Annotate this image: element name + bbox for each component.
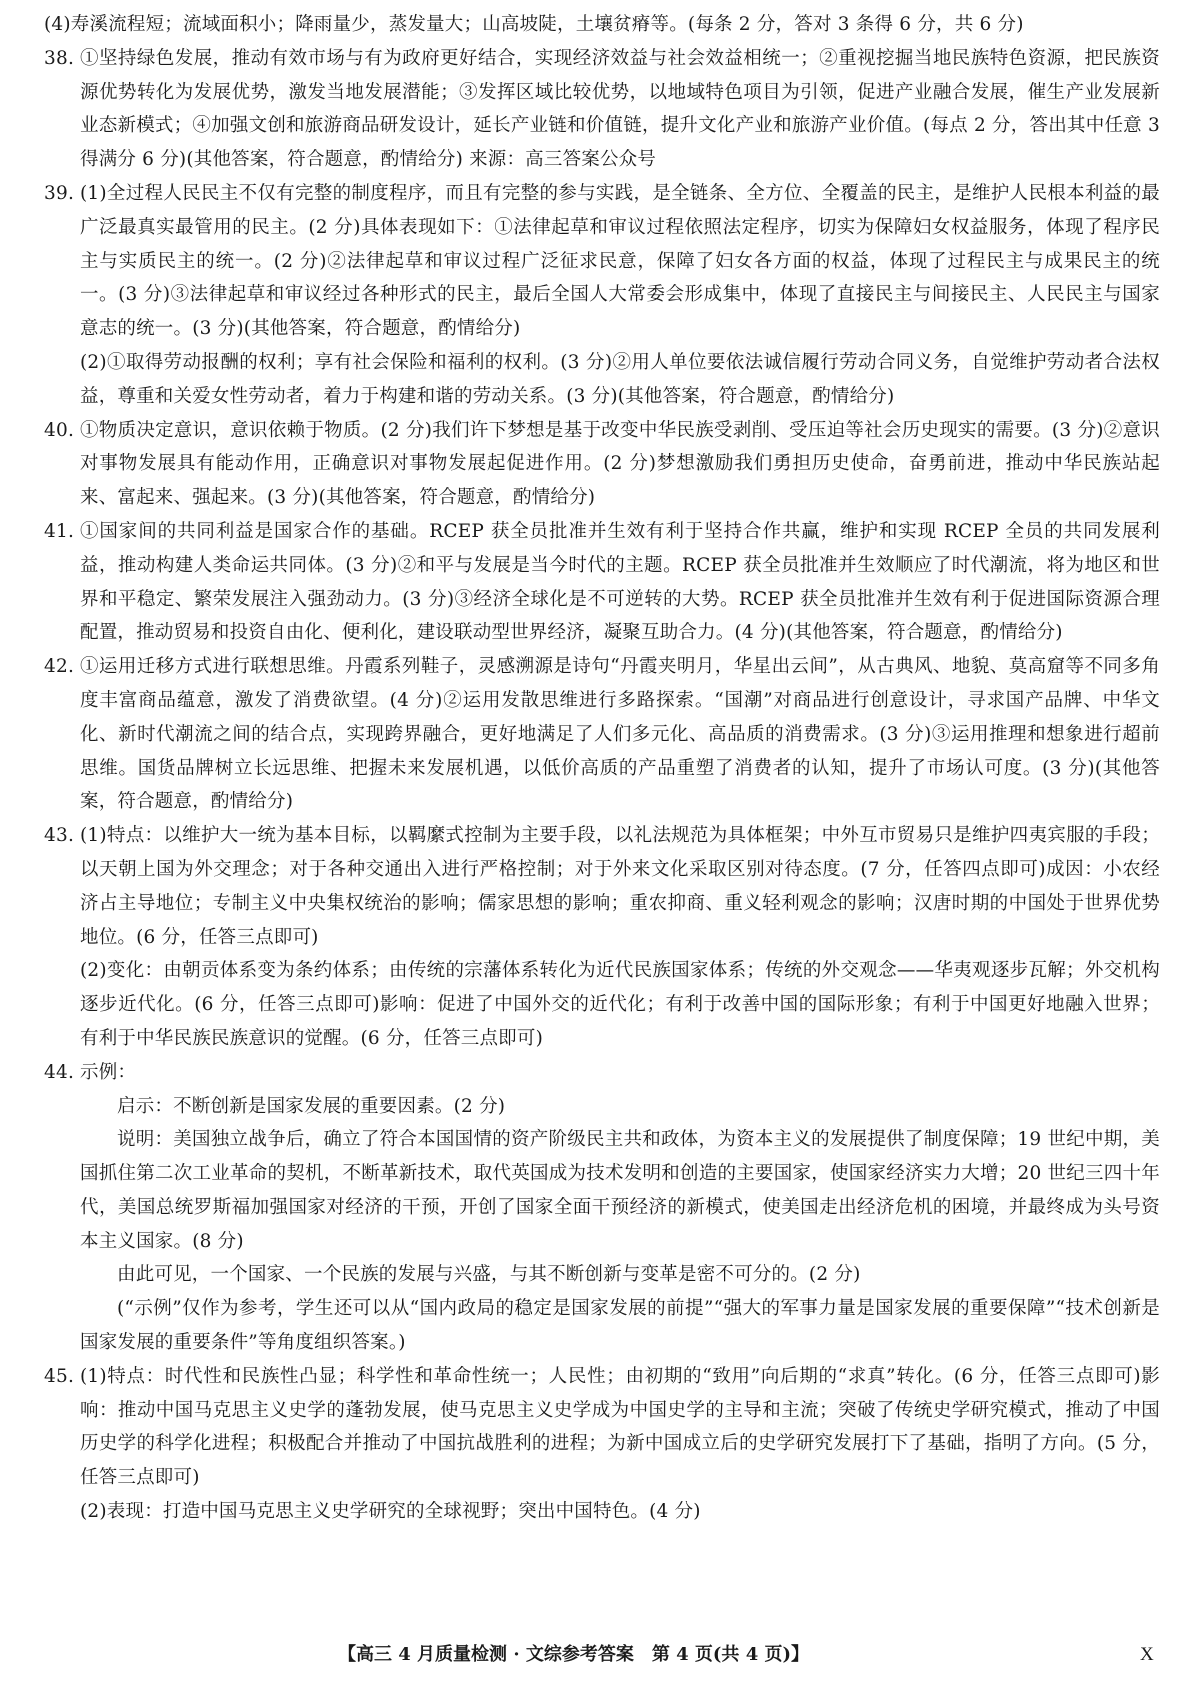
answer-item-38 (44, 42, 1160, 177)
page-footer (0, 1638, 1200, 1672)
answer-paragraph: (2)表现：打造中国马克思主义史学研究的全球视野；突出中国特色。(4 分) (80, 1501, 701, 1523)
answer-paragraph: (1)全过程人民民主不仅有完整的制度程序，而且有完整的参与实践，是全链条、全方位、全覆盖的民主，是维护人民根本利益的最广泛最真实最管用的民主。(2 分)具体表现如下：①法律起草和审议过程依照法定程序，切实为保障妇女权益服务，体现了程序民主与实质民主的统一。(2 分)②法律起草和审议过程广泛征求民意，保障了妇女各方面的权益，体现了过程民主与成果民主的统一。(3 分)③法律起草和审议经过各种形式的民主，最后全国人大常委会形成集中，体现了直接民主与间接民主、人民民主与国家意志的统一。(3 分)(其他答案，符合题意，酌情给分) (80, 182, 1160, 340)
question-number: 39. (44, 182, 75, 204)
example-paragraph: 由此可见，一个国家、一个民族的发展与兴盛，与其不断创新与变革是密不可分的。(2 分) (117, 1264, 861, 1286)
answer-paragraph: (1)特点：时代性和民族性凸显；科学性和革命性统一；人民性；由初期的“致用”向后期的“求真”转化。(6 分，任答三点即可)影响：推动中国马克思主义史学的蓬勃发展，使马克思主义史学成为中国史学的主导和主流；突破了传统史学研究模式，推动了中国历史学的科学化进程；积极配合并推动了中国抗战胜利的进程；为新中国成立后的史学研究发展打下了基础，指明了方向。(5 分，任答三点即可) (80, 1365, 1160, 1489)
answer-item-41 (44, 515, 1160, 650)
answer-item-40 (44, 414, 1160, 515)
answer-paragraph: (2)①取得劳动报酬的权利；享有社会保险和福利的权利。(3 分)②用人单位要依法诚信履行劳动合同义务，自觉维护劳动者合法权益，尊重和关爱女性劳动者，着力于构建和谐的劳动关系。(3 分)(其他答案，符合题意，酌情给分) (80, 351, 1160, 407)
answer-item-43 (44, 819, 1160, 1056)
answer-document (44, 8, 1160, 1529)
example-paragraph: 启示：不断创新是国家发展的重要因素。(2 分) (117, 1095, 506, 1117)
example-paragraph: 说明：美国独立战争后，确立了符合本国国情的资产阶级民主共和政体，为资本主义的发展提供了制度保障；19 世纪中期，美国抓住第二次工业革命的契机，不断革新技术，取代英国成为技术发明和创造的主要国家，使国家经济实力大增；20 世纪三四十年代，美国总统罗斯福加强国家对经济的干预，开创了国家全面干预经济的新模式，使美国走出经济危机的困境，并最终成为头号资本主义国家。(8 分) (80, 1129, 1160, 1252)
question-number: 40. (44, 419, 75, 441)
answer-paragraph: 示例： (80, 1061, 137, 1083)
question-number: 41. (44, 520, 75, 542)
answer-paragraph: ①运用迁移方式进行联想思维。丹霞系列鞋子，灵感溯源是诗句“丹霞夹明月，华星出云间”，从古典风、地貌、莫高窟等不同多角度丰富商品蕴意，激发了消费欲望。(4 分)②运用发散思维进行多路探索。“国潮”对商品进行创意设计，寻求国产品牌、中华文化、新时代潮流之间的结合点，实现跨界融合，更好地满足了人们多元化、高品质的消费需求。(3 分)③运用推理和想象进行超前思维。国货品牌树立长远思维、把握未来发展机遇，以低价高质的产品重塑了消费者的认知，提升了市场认可度。(3 分)(其他答案，符合题意，酌情给分) (80, 656, 1160, 813)
question-number: 42. (44, 656, 75, 678)
answer-paragraph: ①坚持绿色发展，推动有效市场与有为政府更好结合，实现经济效益与社会效益相统一；②重视挖掘当地民族特色资源，把民族资源优势转化为发展优势，激发当地发展潜能；③发挥区域比较优势，以地域特色项目为引领，促进产业融合发展，催生产业发展新业态新模式；④加强文创和旅游商品研发设计，延长产业链和价值链，提升文化产业和旅游产业价值。(每点 2 分，答出其中任意 3 得满分 6 分)(其他答案，符合题意，酌情给分) 来源：高三答案公众号 (80, 47, 1160, 171)
answer-paragraph: (2)变化：由朝贡体系变为条约体系；由传统的宗藩体系转化为近代民族国家体系；传统的外交观念——华夷观逐步瓦解；外交机构逐步近代化。(6 分，任答三点即可)影响：促进了中国外交的近代化；有利于改善中国的国际形象；有利于中国更好地融入世界；有利于中华民族民族意识的觉醒。(6 分，任答三点即可) (80, 960, 1160, 1049)
answer-item-45 (44, 1360, 1160, 1529)
question-number: 38. (44, 47, 75, 69)
answer-item-44 (44, 1056, 1160, 1360)
example-paragraph: (“示例”仅作为参考，学生还可以从“国内政局的稳定是国家发展的前提”“强大的军事力量是国家发展的重要保障”“技术创新是国家发展的重要条件”等角度组织答案。) (80, 1298, 1160, 1354)
answer-item-39 (44, 177, 1160, 414)
answer-item-42 (44, 650, 1160, 819)
answer-paragraph: (1)特点：以维护大一统为基本目标，以羁縻式控制为主要手段，以礼法规范为具体框架；中外互市贸易只是维护四夷宾服的手段；以天朝上国为外交理念；对于各种交通出入进行严格控制；对于外来文化采取区别对待态度。(7 分，任答四点即可)成因：小农经济占主导地位；专制主义中央集权统治的影响；儒家思想的影响；重农抑商、重义轻利观念的影响；汉唐时期的中国处于世界优势地位。(6 分，任答三点即可) (80, 825, 1160, 948)
answer-paragraph: (4)寿溪流程短；流域面积小；降雨量少，蒸发量大；山高坡陡，土壤贫瘠等。(每条 2 分，答对 3 条得 6 分，共 6 分) (44, 14, 1024, 35)
answer-paragraph: ①国家间的共同利益是国家合作的基础。RCEP 获全员批准并生效有利于坚持合作共赢，维护和实现 RCEP 全员的共同发展利益，推动构建人类命运共同体。(3 分)②和平与发展是当今时代的主题。RCEP 获全员批准并生效顺应了时代潮流，将为地区和世界和平稳定、繁荣发展注入强劲动力。(3 分)③经济全球化是不可逆转的大势。RCEP 获全员批准并生效有利于促进国际资源合理配置，推动贸易和投资自由化、便利化，建设联动型世界经济，凝聚互助合力。(4 分)(其他答案，符合题意，酌情给分) (80, 520, 1160, 644)
question-number: 43. (44, 825, 75, 847)
answer-item-37-4 (44, 8, 1160, 42)
footer-mark: X (1140, 1644, 1154, 1665)
question-number: 44. (44, 1061, 75, 1083)
answer-paragraph: ①物质决定意识，意识依赖于物质。(2 分)我们许下梦想是基于改变中华民族受剥削、受压迫等社会历史现实的需要。(3 分)②意识对事物发展具有能动作用，正确意识对事物发展起促进作用。(2 分)梦想激励我们勇担历史使命，奋勇前进，推动中华民族站起来、富起来、强起来。(3 分)(其他答案，符合题意，酌情给分) (80, 419, 1160, 509)
footer-title: 【高三 4 月质量检测 · 文综参考答案 第 4 页(共 4 页)】 (338, 1644, 810, 1665)
question-number: 45. (44, 1365, 75, 1387)
